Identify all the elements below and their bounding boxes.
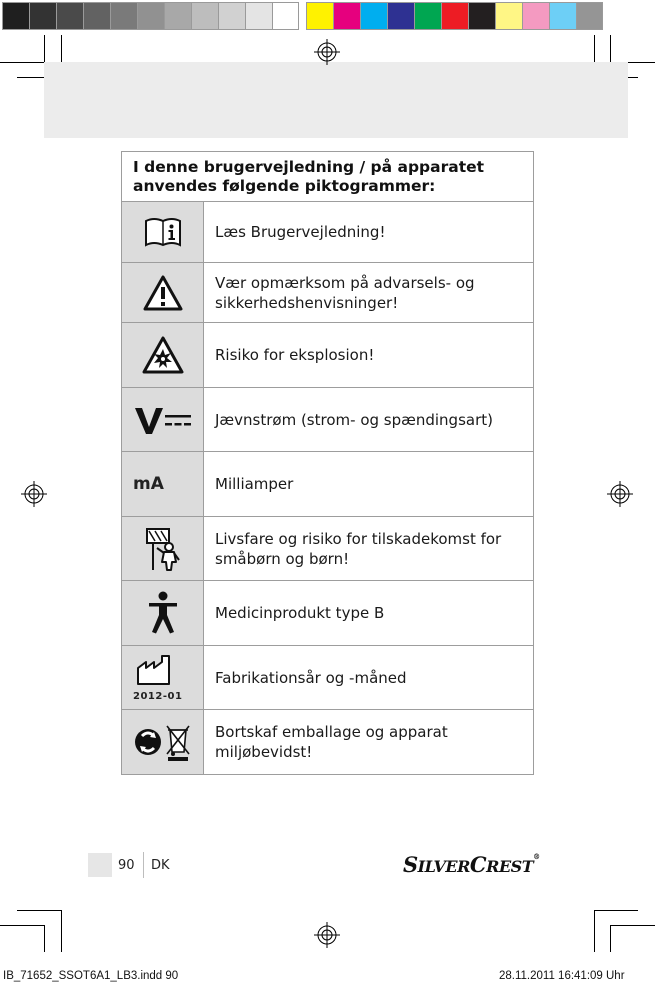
- row-text: Jævnstrøm (strom- og spændingsart): [215, 410, 493, 429]
- crop-mark: [610, 925, 611, 952]
- row-text: Risiko for eksplosion!: [215, 346, 375, 364]
- registration-mark-icon: [21, 481, 47, 507]
- color-swatch: [245, 2, 272, 30]
- color-swatch: [2, 2, 29, 30]
- registration-mark-icon: [314, 39, 340, 65]
- icon-cell: [122, 710, 204, 774]
- color-bar: [2, 2, 603, 30]
- row-text: Medicinprodukt type B: [215, 604, 385, 622]
- crop-mark: [0, 925, 44, 926]
- table-title: I denne brugervejledning / på apparatet anvendes følgende piktogrammer:: [122, 152, 533, 202]
- direct-current-icon: [133, 405, 193, 435]
- color-swatch: [164, 2, 191, 30]
- crop-mark: [594, 910, 595, 952]
- registration-mark-icon: [314, 922, 340, 948]
- slug-datetime: 28.11.2011 16:41:09 Uhr: [499, 970, 625, 982]
- color-swatch: [306, 2, 333, 30]
- crop-mark: [44, 925, 45, 952]
- color-swatch: [191, 2, 218, 30]
- icon-cell: [122, 323, 204, 387]
- recycling-icon: [132, 722, 194, 762]
- color-swatch: [495, 2, 522, 30]
- row-text: Livsfare og risiko for tilskadekomst for småbørn og børn!: [215, 529, 502, 568]
- warning-triangle-icon: [143, 275, 183, 311]
- icon-cell: [122, 202, 204, 262]
- crop-mark: [17, 910, 61, 911]
- row-text: Bortskaf emballage og apparat miljøbevidst!: [215, 723, 448, 761]
- table-row: [122, 202, 533, 263]
- crop-mark: [44, 35, 45, 62]
- table-row: [122, 517, 533, 581]
- color-swatch: [576, 2, 603, 30]
- color-swatch: [272, 2, 299, 30]
- color-swatch: [441, 2, 468, 30]
- table-row: [122, 263, 533, 323]
- type-b-person-icon: [147, 591, 179, 635]
- manufacture-date: 2012-01: [133, 691, 183, 702]
- row-text: Læs Brugervejledning!: [215, 223, 386, 241]
- milliampere-icon: mA: [133, 474, 164, 494]
- slug-filename: IB_71652_SSOT6A1_LB3.indd 90: [3, 970, 179, 982]
- crop-mark: [594, 910, 638, 911]
- icon-cell: [122, 646, 204, 709]
- color-swatch: [333, 2, 360, 30]
- color-swatch: [414, 2, 441, 30]
- pictogram-table: [121, 151, 534, 775]
- table-row: [122, 388, 533, 452]
- table-row: [122, 581, 533, 646]
- page-tab: [88, 853, 112, 877]
- header-band: [44, 62, 628, 138]
- color-swatch: [110, 2, 137, 30]
- color-swatch: [522, 2, 549, 30]
- icon-cell: [122, 263, 204, 322]
- child-danger-icon: [143, 526, 183, 572]
- crop-mark: [610, 35, 611, 62]
- crop-mark: [0, 62, 44, 63]
- color-swatch: [218, 2, 245, 30]
- manual-info-icon: [143, 215, 183, 249]
- table-row: [122, 646, 533, 710]
- icon-cell: [122, 452, 204, 516]
- color-swatch: [29, 2, 56, 30]
- table-row: [122, 452, 533, 517]
- row-text: Fabrikationsår og -måned: [215, 668, 407, 687]
- row-text: Milliamper: [215, 475, 294, 493]
- color-swatch: [56, 2, 83, 30]
- registration-mark-icon: [607, 481, 633, 507]
- factory-icon: [136, 654, 172, 686]
- icon-cell: [122, 517, 204, 580]
- table-row: [122, 710, 533, 774]
- table-row: [122, 323, 533, 388]
- divider: [143, 852, 144, 878]
- row-text: Vær opmærksom på advarsels- og sikkerhedshenvisninger!: [215, 273, 475, 312]
- color-swatch: [387, 2, 414, 30]
- color-swatch: [360, 2, 387, 30]
- icon-cell: [122, 581, 204, 645]
- color-swatch: [549, 2, 576, 30]
- page-number: 90: [118, 858, 135, 873]
- color-swatch: [83, 2, 110, 30]
- brand-logo: SILVERCREST®: [403, 852, 540, 877]
- icon-cell: [122, 388, 204, 451]
- color-swatch: [468, 2, 495, 30]
- language-code: DK: [151, 858, 170, 873]
- crop-mark: [611, 925, 655, 926]
- color-swatch: [137, 2, 164, 30]
- crop-mark: [61, 910, 62, 952]
- explosion-icon: [142, 336, 184, 374]
